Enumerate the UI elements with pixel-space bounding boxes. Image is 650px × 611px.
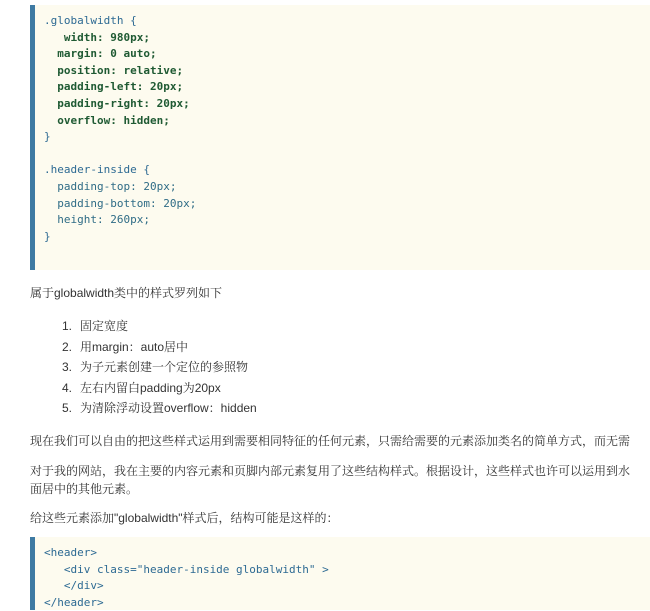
paragraph-site-line-2: 面居中的其他元素。: [30, 482, 139, 496]
list-item: [62, 398, 257, 419]
list-item-number: 4.: [62, 380, 73, 395]
list-item-text: 用margin：auto居中: [80, 339, 189, 354]
code-line: padding-right: 20px;: [44, 96, 190, 110]
code-line: [44, 146, 650, 163]
code-line: padding-top: 20px;: [44, 179, 177, 193]
code-line: }: [44, 130, 51, 144]
list-item-text: 为清除浮动设置overflow：hidden: [80, 401, 257, 415]
list-item-number: 5.: [62, 401, 73, 415]
list-item-text: 固定宽度: [80, 319, 129, 333]
code-block-html: [30, 537, 650, 610]
code-line: .header-inside {: [44, 163, 150, 177]
code-line: </header>: [44, 595, 104, 609]
code-line: <div class="header-inside globalwidth" >: [44, 562, 329, 576]
code-line: width: 980px;: [44, 30, 150, 44]
code-line: .globalwidth {: [44, 14, 137, 27]
style-list: [62, 316, 257, 419]
code-line: height: 260px;: [44, 213, 150, 227]
list-item-number: 1.: [62, 319, 73, 333]
paragraph-reuse: 现在我们可以自由的把这些样式运用到需要相同特征的任何元素，只需给需要的元素添加类名的简单方式，而无需: [30, 434, 631, 448]
list-item-number: 3.: [62, 360, 73, 374]
list-item-number: 2.: [62, 339, 73, 354]
list-item: [62, 378, 257, 399]
code-line: padding-left: 20px;: [44, 80, 184, 94]
list-item-text: 为子元素创建一个定位的参照物: [80, 360, 249, 374]
code-line: }: [44, 229, 51, 243]
code-line: overflow: hidden;: [44, 113, 170, 127]
code-line: position: relative;: [44, 63, 184, 77]
list-item: [62, 337, 257, 358]
code-line: margin: 0 auto;: [44, 47, 157, 61]
list-item-text: 左右内留白padding为20px: [80, 380, 221, 395]
list-item: [62, 357, 257, 378]
code-block-css: [30, 5, 650, 270]
paragraph-structure: 给这些元素添加"globalwidth"样式后，结构可能是这样的：: [30, 511, 339, 525]
paragraph-site-line-1: 对于我的网站，我在主要的内容元素和页脚内部元素复用了这些结构样式。根据设计，这些样式也许可以运用到水: [30, 464, 631, 478]
list-item: [62, 316, 257, 337]
code-line: <header>: [44, 546, 97, 559]
code-line: padding-bottom: 20px;: [44, 196, 197, 210]
code-line: </div>: [44, 579, 104, 593]
intro-paragraph: 属于globalwidth类中的样式罗列如下: [30, 286, 223, 300]
